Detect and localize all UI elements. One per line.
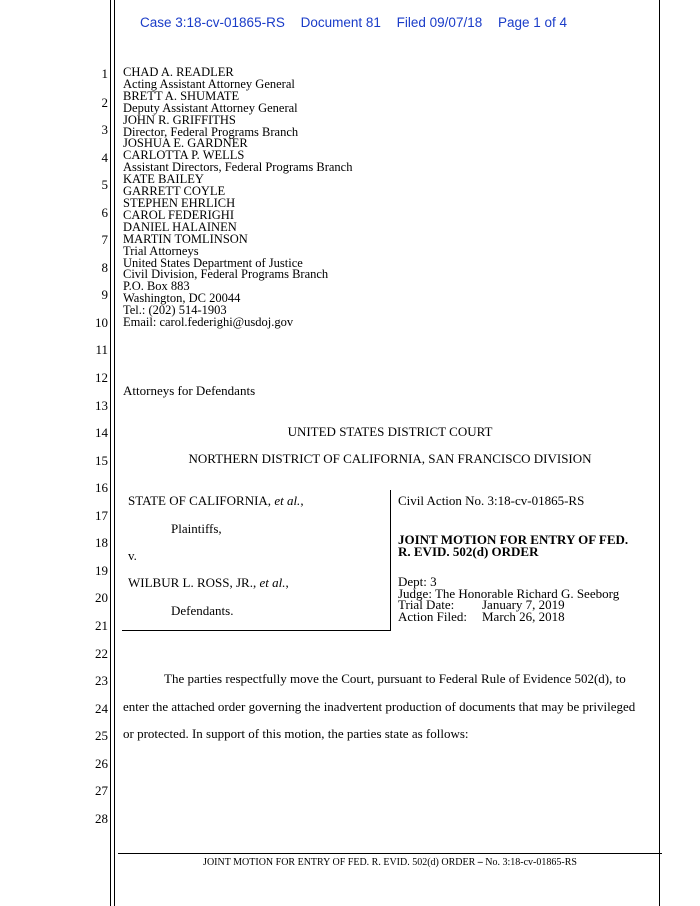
trial-date-value: January 7, 2019	[482, 597, 565, 612]
attorney-line: BRETT A. SHUMATE	[123, 88, 240, 103]
body-line-3: or protected. In support of this motion, the parties state as follows:	[123, 726, 469, 741]
action-filed-value: March 26, 2018	[482, 608, 565, 624]
court-name: UNITED STATES DISTRICT COURT	[287, 424, 493, 439]
versus: v.	[128, 548, 137, 563]
attorney-line: Tel.: (202) 514-1903	[123, 303, 227, 318]
plaintiffs-label: Plaintiffs,	[171, 521, 222, 536]
document-title	[398, 534, 628, 558]
attorney-line: Washington, DC 20044	[123, 291, 241, 306]
document-title-line1: JOINT MOTION FOR ENTRY OF FED.	[398, 532, 629, 547]
line-number: 24	[95, 701, 108, 716]
line-number: 4	[101, 150, 108, 165]
attorney-line: Trial Attorneys	[123, 243, 199, 258]
line-number: 14	[95, 425, 108, 440]
body-line-1: The parties respectfully move the Court, pursuant to Federal Rule of Evidence 502(d), to	[164, 671, 626, 686]
defendant-name	[128, 575, 289, 591]
line-number: 9	[101, 287, 108, 302]
plaintiff-et-al: et al.	[274, 493, 301, 508]
civil-action-number: Civil Action No. 3:18-cv-01865-RS	[398, 493, 585, 508]
body-line-2: enter the attached order governing the inadvertent production of documents that may be privileged	[123, 699, 636, 714]
line-number: 12	[95, 370, 108, 385]
line-number: 21	[95, 618, 108, 633]
line-number: 8	[101, 260, 108, 275]
header-page: Page 1 of 4	[497, 15, 568, 30]
line-number: 25	[95, 728, 108, 743]
attorney-line: STEPHEN EHRLICH	[123, 195, 236, 210]
defendant-et-al: et al.	[259, 575, 286, 590]
line-number: 7	[101, 232, 108, 247]
court-district: NORTHERN DISTRICT OF CALIFORNIA, SAN FRANCISCO DIVISION	[188, 451, 592, 466]
footer	[118, 857, 662, 868]
line-number: 20	[95, 590, 108, 605]
line-number: 19	[95, 563, 108, 578]
footer-title: JOINT MOTION FOR ENTRY OF FED. R. EVID. 502(d) ORDER	[203, 857, 476, 868]
attorney-line: CARLOTTA P. WELLS	[123, 148, 245, 163]
footer-dash: –	[475, 857, 486, 868]
dept: Dept: 3	[398, 574, 437, 589]
attorney-line: Director, Federal Programs Branch	[123, 124, 299, 139]
action-filed-label: Action Filed:	[398, 608, 467, 624]
attorneys-for: Attorneys for Defendants	[123, 383, 256, 398]
line-number: 11	[95, 342, 108, 357]
line-number: 1	[101, 66, 108, 81]
ecf-header	[140, 15, 579, 30]
attorney-line: KATE BAILEY	[123, 172, 204, 187]
line-number: 5	[101, 177, 108, 192]
attorney-block	[123, 67, 352, 329]
line-number: 18	[95, 535, 108, 550]
attorney-line: Acting Assistant Attorney General	[123, 76, 295, 91]
attorney-line: DANIEL HALAINEN	[123, 219, 237, 234]
header-case: Case 3:18-cv-01865-RS	[140, 15, 285, 30]
line-number: 26	[95, 756, 108, 771]
attorney-line: JOHN R. GRIFFITHS	[123, 112, 236, 127]
attorney-line: CAROL FEDERIGHI	[123, 207, 234, 222]
plaintiff-name	[128, 493, 304, 509]
attorney-line: Email: carol.federighi@usdoj.gov	[123, 315, 294, 330]
line-number: 27	[95, 783, 108, 798]
caption-box	[122, 490, 391, 631]
case-details	[398, 576, 619, 622]
attorney-line: GARRETT COYLE	[123, 184, 226, 199]
attorney-line: Deputy Assistant Attorney General	[123, 100, 298, 115]
header-document: Document 81	[300, 15, 381, 30]
line-number: 22	[95, 646, 108, 661]
line-number: 28	[95, 811, 108, 826]
header-filed: Filed 09/07/18	[396, 15, 483, 30]
attorney-line: Assistant Directors, Federal Programs Branch	[123, 160, 353, 175]
line-number: 13	[95, 398, 108, 413]
defendants-label: Defendants.	[171, 603, 234, 618]
line-number: 15	[95, 453, 108, 468]
defendant-text: WILBUR L. ROSS, JR.,	[128, 575, 260, 590]
line-number: 16	[95, 480, 108, 495]
judge: Judge: The Honorable Richard G. Seeborg	[398, 585, 620, 601]
line-number: 10	[95, 315, 108, 330]
line-number: 23	[95, 673, 108, 688]
left-margin-rule-1	[110, 0, 111, 906]
attorney-line: CHAD A. READLER	[123, 65, 234, 79]
line-number: 6	[101, 205, 108, 220]
trial-date-label: Trial Date:	[398, 597, 455, 612]
attorney-line: P.O. Box 883	[123, 279, 190, 294]
defendant-tail: ,	[285, 575, 289, 590]
plaintiff-text: STATE OF CALIFORNIA,	[128, 493, 275, 508]
attorney-line: JOSHUA E. GARDNER	[123, 136, 248, 151]
line-number: 3	[101, 122, 108, 137]
attorney-line: MARTIN TOMLINSON	[123, 231, 248, 246]
attorney-line: Civil Division, Federal Programs Branch	[123, 267, 329, 282]
footer-case: No. 3:18-cv-01865-RS	[485, 857, 577, 868]
line-number: 2	[101, 95, 108, 110]
plaintiff-tail: ,	[300, 493, 304, 508]
attorney-line: United States Department of Justice	[123, 255, 303, 270]
action-filed	[398, 608, 619, 624]
document-title-line2: R. EVID. 502(d) ORDER	[398, 544, 539, 559]
left-margin-rule-2	[114, 0, 115, 906]
footer-rule	[118, 853, 662, 854]
line-number: 17	[95, 508, 108, 523]
